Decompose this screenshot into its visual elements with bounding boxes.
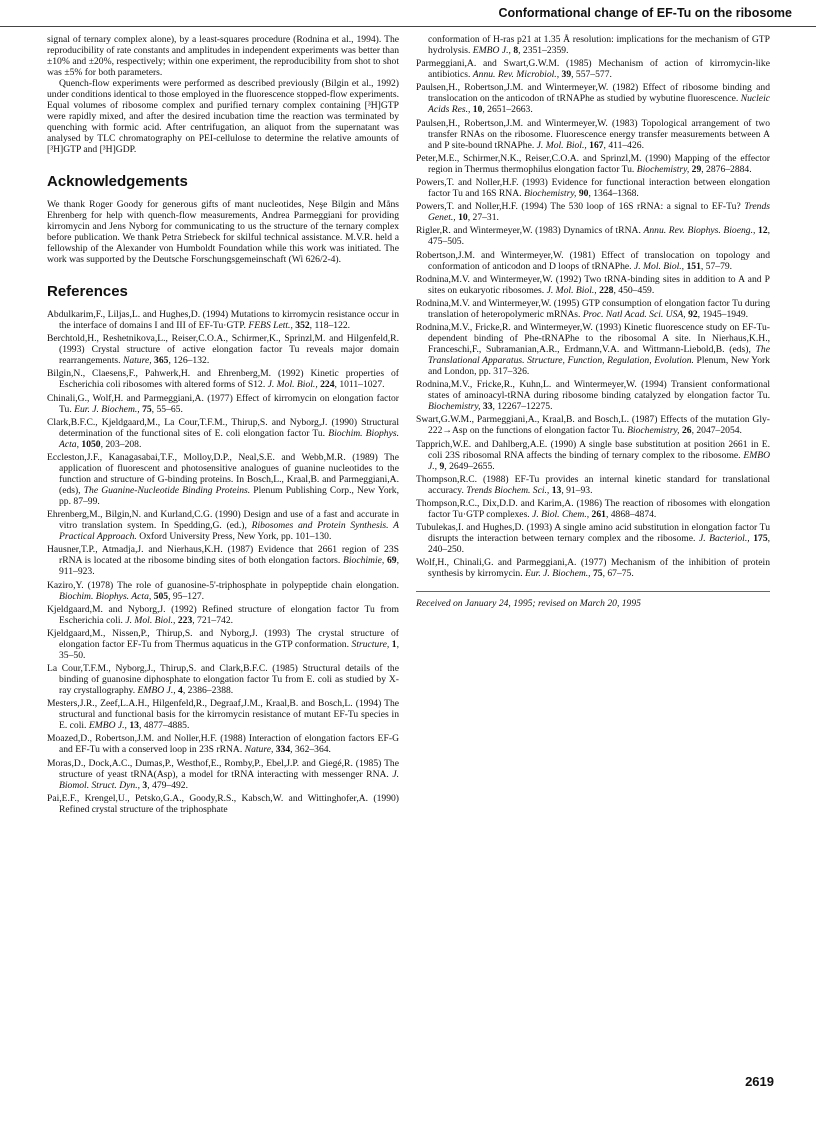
reference-volume: 26 — [681, 425, 692, 437]
reference-item — [47, 698, 399, 731]
reference-text: Swart,G.W.M., Parmeggiani,A., Kraal,B. and Bosch,L. (1987) Effects of the mutation Gly-222→Asp on the functions of elongation factor Tu. — [416, 414, 770, 437]
reference-volume: 39 — [561, 69, 572, 81]
reference-volume: 223 — [177, 614, 193, 626]
reference-text: Bilgin,N., Claesens,F., Pahwerk,H. and Ehrenberg,M. (1992) Kinetic properties of Escherichia coli ribosomes with altered forms of S12. — [47, 368, 399, 391]
reference-item — [47, 793, 399, 815]
reference-item — [47, 604, 399, 626]
running-header — [0, 0, 816, 27]
reference-item — [47, 452, 399, 507]
reference-journal: FEBS Lett., — [248, 320, 293, 331]
reference-item — [47, 393, 399, 415]
reference-journal: Trends Biochem. Sci., — [466, 484, 550, 496]
reference-pages: , 2386–2388. — [182, 685, 234, 697]
reference-item — [416, 201, 770, 223]
reference-text: Powers,T. and Noller,H.F. (1993) Evidence for functional interaction between elongation factor Tu and 16S RNA. — [416, 176, 770, 199]
reference-text: Rodnina,M.V. and Wintermeyer,W. (1995) GTP consumption of elongation factor Tu during translation of heteropolymeric mRNAs. — [416, 297, 770, 320]
reference-pages: , 240–250. — [428, 533, 771, 556]
reference-pages: , 27–31. — [467, 212, 499, 224]
reference-volume: 505 — [153, 590, 169, 602]
reference-text: Chinali,G., Wolf,H. and Parmeggiani,A. (1977) Effect of kirromycin on elongation factor Tu. — [47, 392, 399, 415]
reference-pages: , 2651–2663. — [482, 104, 533, 116]
reference-text: Rodnina,M.V., Fricke,R. and Wintermeyer,W. (1993) Kinetic fluorescence study on EF-Tu-dependent binding of Phe-tRNAPhe to the ribosomal A site. In Nierhaus,K.H., Franceschi,F., Subramanian,A.R., Erdmann,V.A. and Wittmann-Liebold,B. (eds), — [416, 322, 770, 356]
reference-volume: 75 — [592, 568, 603, 580]
reference-text: Tubulekas,I. and Hughes,D. (1993) A single amino acid substitution in elongation factor Tu disrupts the interaction between ternary complex and the ribosome. — [416, 522, 770, 545]
acknowledgements-heading: Acknowledgements — [47, 173, 188, 190]
reference-journal: Eur. J. Biochem., — [525, 568, 591, 580]
reference-pages: , 721–742. — [192, 614, 234, 626]
reference-pages: , 35–50. — [59, 638, 399, 661]
reference-pages: , 450–459. — [613, 284, 655, 296]
right-column — [416, 34, 770, 609]
reference-journal: Biochim. Biophys. Acta, — [59, 590, 152, 602]
reference-pages: , 1945–1949. — [697, 308, 749, 320]
reference-pages: , 911–923. — [59, 555, 399, 578]
reference-pages: , 91–93. — [561, 484, 593, 496]
page-number: 2619 — [745, 1074, 774, 1089]
reference-text: Robertson,J.M. and Wintermeyer,W. (1981) Effect of translocation on topology and conformation of anticodon and D loops of tRNAPhe. — [416, 249, 770, 272]
reference-journal: J. Bacteriol., — [698, 533, 750, 545]
reference-journal: J. Mol. Biol., — [536, 139, 587, 151]
reference-pages: , 1364–1368. — [588, 187, 639, 199]
reference-journal: The Translational Apparatus. Structure, Function, Regulation, Evolution. — [428, 344, 770, 367]
reference-journal: EMBO J., — [137, 685, 176, 697]
reference-text: La Cour,T.F.M., Nyborg,J., Thirup,S. and Clark,B.F.C. (1985) Structural details of the binding of guanosine diphosphate to elongation factor Tu from E. coli as studied by X-ray crystallography. — [47, 663, 399, 697]
reference-journal: Biochimie, — [343, 555, 385, 567]
reference-text: Thompson,R.C., Dix,D.D. and Karim,A. (1986) The reaction of ribosomes with elongation factor Tu·GTP complexes. — [416, 498, 770, 520]
reference-pages: , 95–127. — [168, 590, 205, 602]
reference-text: Kaziro,Y. (1978) The role of guanosine-5'-triphosphate in polypeptide chain elongation. — [47, 579, 399, 591]
reference-journal: J. Mol. Biol., — [267, 379, 318, 391]
reference-text: Peter,M.E., Schirmer,N.K., Reiser,C.O.A. and Sprinzl,M. (1990) Mapping of the effector region in Thermus thermophilus elongation factor Tu. — [416, 152, 770, 175]
reference-item — [416, 439, 770, 472]
reference-text: Rigler,R. and Wintermeyer,W. (1983) Dynamics of tRNA. — [416, 225, 641, 237]
reference-volume: 3 — [142, 779, 148, 791]
reference-pages: , 2047–2054. — [691, 425, 742, 437]
reference-pages: , 362–364. — [290, 744, 331, 756]
reference-journal: The Guanine-Nucleotide Binding Proteins. — [83, 484, 251, 496]
reference-pages: , 1011–1027. — [334, 379, 385, 391]
reference-journal: J. Mol. Biol., — [546, 284, 597, 296]
reference-text: Moazed,D., Robertson,J.M. and Noller,H.F. (1988) Interaction of elongation factors EF-G and EF-Tu with a conserved loop in 23S rRNA. — [47, 733, 399, 756]
reference-item — [416, 498, 770, 520]
reference-volume: 69 — [387, 555, 397, 567]
reference-text: Tapprich,W.E. and Dahlberg,A.E. (1990) A single base substitution at position 2661 in E. coli 23S ribosomal RNA affects the binding of ternary complex to the ribosome. — [416, 438, 770, 461]
reference-text: Ehrenberg,M., Bilgin,N. and Kurland,C.G. (1990) Design and use of a fast and accurate in vitro translation system. In Spedding,G. (ed.), — [47, 509, 399, 532]
reference-pages: , 55–65. — [151, 403, 183, 415]
reference-volume: 151 — [686, 260, 701, 272]
reference-text: Eccleston,J.F., Kanagasabai,T.F., Molloy,D.P., Neal,S.E. and Webb,M.R. (1989) The application of fluorescent and photosensitive analogues of guanine nucleotides to the function and structure of G-binding proteins. In Bosch,L., Kraal,B. and Parmeggiani,A. (eds), — [47, 451, 399, 496]
reference-journal: Eur. J. Biochem., — [74, 403, 140, 415]
reference-pages: , 411–426. — [603, 139, 644, 151]
reference-pages: , 2351–2359. — [518, 45, 569, 56]
reference-item — [47, 628, 399, 661]
reference-item — [47, 663, 399, 696]
reference-volume: 12 — [758, 225, 768, 237]
received-note: Received on January 24, 1995; revised on March 20, 1995 — [416, 591, 770, 609]
reference-journal: Trends Genet., — [428, 201, 770, 224]
reference-pages: , 479–492. — [147, 779, 188, 791]
reference-text: Thompson,R.C. (1988) EF-Tu provides an internal kinetic standard for translational accuracy. — [416, 473, 770, 496]
reference-journal: Structure, — [351, 638, 390, 650]
reference-text: Hausner,T.P., Atmadja,J. and Nierhaus,K.H. (1987) Evidence that 2661 region of 23S rRNA is located at the ribosome binding sites of both elongation factors. — [47, 544, 399, 567]
reference-journal: Biochemistry, — [523, 187, 577, 199]
reference-text: Powers,T. and Noller,H.F. (1994) The 530 loop of 16S rRNA: a signal to EF-Tu? — [416, 201, 741, 213]
running-header-title: Conformational change of EF-Tu on the ribosome — [498, 6, 792, 20]
reference-volume: 1 — [391, 638, 397, 650]
reference-journal: Annu. Rev. Microbiol., — [472, 69, 560, 81]
reference-volume: 4 — [178, 685, 183, 697]
references-list-left — [47, 309, 399, 815]
reference-text: Paulsen,H., Robertson,J.M. and Wintermeyer,W. (1982) Effect of ribosome binding and translocation on the anticodon of tRNAPhe as studied by wybutine fluorescence. — [416, 82, 770, 105]
reference-text: conformation of H-ras p21 at 1.35 Å resolution: implications for the mechanism of GTP hydrolysis. — [428, 34, 770, 56]
reference-text: Wolf,H., Chinali,G. and Parmeggiani,A. (1977) Mechanism of the inhibition of protein synthesis by kirromycin. — [416, 557, 770, 580]
reference-journal: J. Biol. Chem., — [532, 509, 590, 520]
reference-volume: 175 — [753, 533, 768, 545]
reference-text: Rodnina,M.V., Fricke,R., Kuhn,L. and Wintermeyer,W. (1994) Transient conformational states of aminoacyl-tRNA during ribosome binding catalyzed by elongation factor Tu. — [416, 379, 770, 402]
reference-volume: 10 — [472, 104, 483, 116]
reference-volume: 8 — [513, 45, 519, 56]
reference-item — [47, 580, 399, 602]
reference-pages: , 126–132. — [168, 355, 210, 367]
reference-journal: Nucleic Acids Res., — [428, 93, 770, 116]
reference-volume: 1050 — [81, 438, 101, 450]
reference-pages: , 557–577. — [571, 69, 612, 81]
reference-journal: EMBO J., — [88, 720, 127, 732]
reference-text: Mesters,J.R., Zeef,L.A.H., Hilgenfeld,R., Degraaf,J.M., Kraal,B. and Bosch,L. (1994) The structural and functional basis for the kirromycin resistance of mutant EF-Tu species in E. coli. — [47, 698, 399, 732]
reference-item — [416, 379, 770, 412]
reference-journal: Annu. Rev. Biophys. Bioeng., — [643, 225, 756, 237]
reference-pages: , 2876–2884. — [701, 163, 752, 175]
reference-volume: 90 — [578, 187, 589, 199]
reference-volume: 29 — [691, 163, 702, 175]
reference-text: Moras,D., Dock,A.C., Dumas,P., Westhof,E., Romby,P., Ebel,J.P. and Giegé,R. (1985) The structure of yeast tRNA(Asp), a model for tRNA interacting with messenger RNA. — [47, 757, 399, 780]
reference-item — [47, 368, 399, 390]
reference-item — [47, 758, 399, 791]
reference-item — [47, 333, 399, 366]
body-paragraph: Quench-flow experiments were performed as described previously (Bilgin et al., 1992) under conditions identical to those employed in the fluorescence stopped-flow experiments. Equal volumes of ribosome complex and purified ternary complex containing [³H]GTP were rapidly mixed, and after the desired incubation time the reaction was terminated by quenching with formic acid. After centrifugation, an aliquot from the supernatant was analysed by TLC chromatography on PEI-cellulose to determine the relative amounts of [³H]GTP and [³H]GDP. — [47, 78, 399, 155]
reference-volume: 10 — [458, 212, 468, 224]
reference-item — [47, 509, 399, 542]
reference-item — [416, 298, 770, 320]
reference-item — [47, 733, 399, 755]
reference-item — [416, 58, 770, 80]
reference-pages: , 203–208. — [100, 438, 142, 450]
reference-volume: 167 — [589, 139, 604, 151]
reference-volume: 75 — [142, 403, 152, 415]
reference-pages: Oxford University Press, New York, pp. 101–130. — [136, 531, 332, 543]
reference-volume: 228 — [599, 284, 614, 296]
reference-item — [47, 544, 399, 577]
reference-text: Berchtold,H., Reshetnikova,L., Reiser,C.O.A., Schirmer,K., Sprinzl,M. and Hilgenfeld,R. (1993) Crystal structure of active elongation factor Tu reveals major domain rearrangements. — [47, 333, 399, 367]
reference-journal: J. Mol. Biol., — [125, 614, 176, 626]
reference-journal: EMBO J., — [472, 45, 511, 56]
body-paragraph: signal of ternary complex alone), by a least-squares procedure (Rodnina et al., 1994). The reproducibility of rate constants and amplitudes in independent experiments was better than ±10% and ±20%, respectively; within one experiment, the reproducibility from shot to shot was ±5% for both parameters. — [47, 34, 399, 78]
reference-pages: , 4868–4874. — [605, 509, 657, 520]
reference-item — [47, 309, 399, 331]
reference-volume: 261 — [591, 509, 606, 520]
reference-pages: , 57–79. — [700, 260, 733, 272]
reference-item — [416, 118, 770, 151]
reference-text: Clark,B.F.C., Kjeldgaard,M., La Cour,T.F.M., Thirup,S. and Nyborg,J. (1990) Structural determination of the functional sites of E. coli elongation factor Tu. — [47, 416, 399, 439]
reference-pages: Plenum Publishing Corp., New York, pp. 87–99. — [59, 484, 400, 507]
reference-volume: 13 — [129, 720, 139, 732]
reference-item — [416, 522, 770, 555]
reference-pages: Plenum, New York and London, pp. 317–326. — [428, 355, 770, 378]
reference-volume: 33 — [482, 401, 493, 413]
reference-journal: Biochemistry, — [428, 401, 481, 413]
references-list-right — [416, 34, 770, 579]
reference-volume: 9 — [439, 460, 445, 472]
reference-text: Parmeggiani,A. and Swart,G.W.M. (1985) Mechanism of action of kirromycin-like antibiotics. — [416, 58, 770, 81]
reference-journal: Biochemistry, — [636, 163, 690, 175]
reference-item — [416, 474, 770, 496]
reference-volume: 224 — [320, 379, 335, 391]
reference-item — [416, 274, 770, 296]
reference-journal: Biochim. Biophys. Acta, — [59, 427, 399, 450]
references-heading: References — [47, 283, 128, 300]
reference-volume: 92 — [688, 308, 698, 320]
reference-journal: Proc. Natl Acad. Sci. USA, — [582, 308, 686, 320]
reference-journal: EMBO J., — [428, 449, 770, 472]
reference-item — [416, 82, 770, 115]
reference-item — [47, 417, 399, 450]
reference-journal: J. Biomol. Struct. Dyn., — [59, 768, 400, 791]
reference-item — [416, 414, 770, 436]
reference-item — [416, 557, 770, 579]
reference-text: Pai,E.F., Krengel,U., Petsko,G.A., Goody,R.S., Kabsch,W. and Wittinghofer,A. (1990) Refined crystal structure of the triphosphate — [47, 792, 399, 815]
reference-pages: , 12267–12275. — [492, 401, 553, 413]
reference-volume: 334 — [275, 744, 291, 756]
reference-journal: Nature, — [244, 744, 274, 756]
reference-text: Kjeldgaard,M. and Nyborg,J. (1992) Refined structure of elongation factor Tu from Escherichia coli. — [47, 603, 399, 626]
reference-text: Rodnina,M.V. and Wintermeyer,W. (1992) Two tRNA-binding sites in addition to A and P sites on eukaryotic ribosomes. — [416, 273, 770, 296]
reference-item — [416, 177, 770, 199]
reference-volume: 365 — [154, 355, 169, 367]
reference-pages: , 4877–4885. — [138, 720, 190, 732]
reference-text: Paulsen,H., Robertson,J.M. and Wintermeyer,W. (1983) Topological arrangement of two transfer RNAs on the ribosome. Fluorescence energy transfer measurements between A and P site-bound tRNAPhe. — [416, 117, 770, 151]
reference-pages: , 118–122. — [309, 320, 351, 331]
reference-volume: 352 — [295, 320, 310, 331]
reference-pages: , 67–75. — [602, 568, 634, 580]
reference-item — [416, 34, 770, 56]
reference-pages: , 2649–2655. — [444, 460, 495, 472]
reference-pages: , 475–505. — [428, 225, 771, 248]
reference-text: Kjeldgaard,M., Nissen,P., Thirup,S. and Nyborg,J. (1993) The crystal structure of elongation factor EF-Tu from Thermus aquaticus in the GTP conformation. — [47, 627, 399, 650]
left-column — [47, 34, 399, 817]
reference-text: Abdulkarim,F., Liljas,L. and Hughes,D. (1994) Mutations to kirromycin resistance occur in the interface of domains I and III of EF-Tu·GTP. — [47, 309, 399, 331]
reference-volume: 13 — [551, 484, 562, 496]
reference-journal: Ribosomes and Protein Synthesis. A Practical Approach. — [59, 520, 399, 543]
reference-item — [416, 250, 770, 272]
acknowledgements-text: We thank Roger Goody for generous gifts of mant nucleotides, Neşe Bilgin and Måns Ehrenberg for help with quench-flow measurements, Andrea Parmeggiani for providing kirromycin and Jens Nyborg for communicating to us the structure of the ternary complex before publication. We thank Petra Striebeck for skilful technical assistance. M.V.R. held a fellowship of the Alexander von Humboldt Foundation while this work was initiated. The work was supported by the Deutsche Forschungsgemeinschaft (Wi 626/2-4). — [47, 199, 399, 265]
reference-journal: Biochemistry, — [627, 425, 680, 437]
reference-journal: Nature, — [122, 355, 152, 367]
reference-item — [416, 153, 770, 175]
reference-item — [416, 322, 770, 377]
reference-item — [416, 225, 770, 247]
reference-journal: J. Mol. Biol., — [633, 260, 685, 272]
